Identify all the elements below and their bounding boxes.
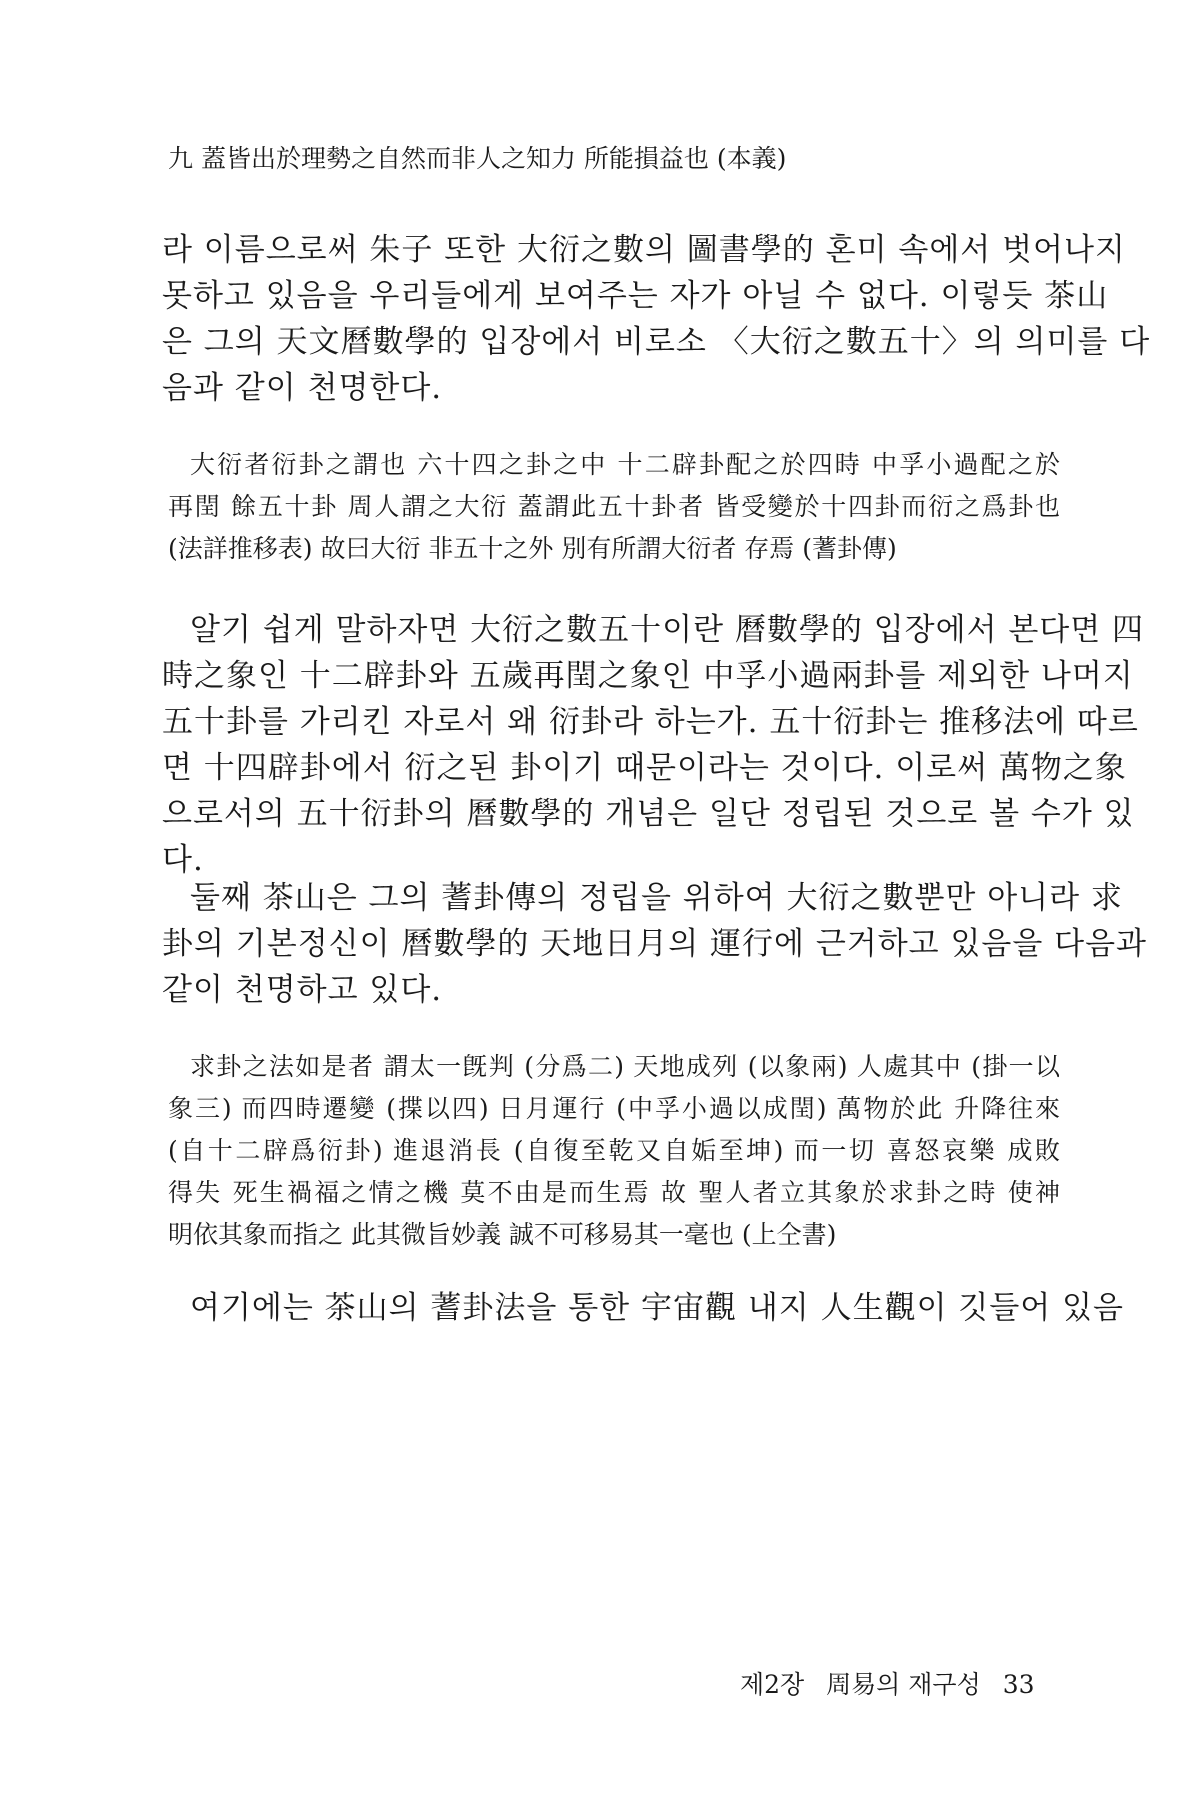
chapter-label: 제2장 (740, 1670, 805, 1699)
quote-line: 大衍者衍卦之謂也 六十四之卦之中 十二辟卦配之於四時 中孚小過配之於 (190, 450, 1060, 479)
page-footer (740, 1665, 1035, 1701)
body-line: 여기에는 茶山의 蓍卦法을 통한 宇宙觀 내지 人生觀이 깃들어 있음 (190, 1290, 1124, 1326)
quote-line: (法詳推移表) 故曰大衍 非五十之外 別有所謂大衍者 存焉 (蓍卦傳) (168, 534, 897, 563)
quote-line: 明依其象而指之 此其微旨妙義 誠不可移易其一毫也 (上仝書) (168, 1220, 837, 1249)
body-line: 으로서의 五十衍卦의 曆數學的 개념은 일단 정립된 것으로 볼 수가 있 (162, 796, 1135, 832)
body-line: 알기 쉽게 말하자면 大衍之數五十이란 曆數學的 입장에서 본다면 四 (190, 612, 1145, 648)
body-line: 못하고 있음을 우리들에게 보여주는 자가 아닐 수 없다. 이렇듯 茶山 (162, 278, 1109, 314)
body-line: 다. (162, 842, 204, 878)
body-line: 둘째 茶山은 그의 蓍卦傳의 정립을 위하여 大衍之數뿐만 아니라 求 (190, 880, 1123, 916)
body-line: 卦의 기본정신이 曆數學的 天地日月의 運行에 근거하고 있음을 다음과 (162, 926, 1148, 962)
page-number: 33 (1002, 1670, 1035, 1699)
quote-line: 象三) 而四時遷變 (揲以四) 日月運行 (中孚小過以成閏) 萬物於此 升降往來 (168, 1094, 1060, 1123)
quote-line: 再閏 餘五十卦 周人謂之大衍 蓋謂此五十卦者 皆受變於十四卦而衍之爲卦也 (168, 492, 1060, 521)
quote-line: 得失 死生禍福之情之機 莫不由是而生焉 故 聖人者立其象於求卦之時 使神 (168, 1178, 1060, 1207)
body-line: 라 이름으로써 朱子 또한 大衍之數의 圖書學的 혼미 속에서 벗어나지 (162, 232, 1126, 268)
body-line: 같이 천명하고 있다. (162, 972, 443, 1008)
body-line: 五十卦를 가리킨 자로서 왜 衍卦라 하는가. 五十衍卦는 推移法에 따르 (162, 704, 1139, 740)
body-line: 時之象인 十二辟卦와 五歲再閏之象인 中孚小過兩卦를 제외한 나머지 (162, 658, 1134, 694)
quote-line: (自十二辟爲衍卦) 進退消長 (自復至乾又自姤至坤) 而一切 喜怒哀樂 成敗 (168, 1136, 1060, 1165)
body-line: 음과 같이 천명한다. (162, 370, 443, 406)
body-line: 은 그의 天文曆數學的 입장에서 비로소 〈大衍之數五十〉의 의미를 다 (162, 324, 1151, 360)
quote-line: 求卦之法如是者 謂太一旣判 (分爲二) 天地成列 (以象兩) 人處其中 (掛一以 (190, 1052, 1060, 1081)
body-line: 면 十四辟卦에서 衍之된 卦이기 때문이라는 것이다. 이로써 萬物之象 (162, 750, 1127, 786)
quote-line: 九 蓋皆出於理勢之自然而非人之知力 所能損益也 (本義) (168, 144, 787, 173)
chapter-title: 周易의 재구성 (826, 1670, 981, 1699)
